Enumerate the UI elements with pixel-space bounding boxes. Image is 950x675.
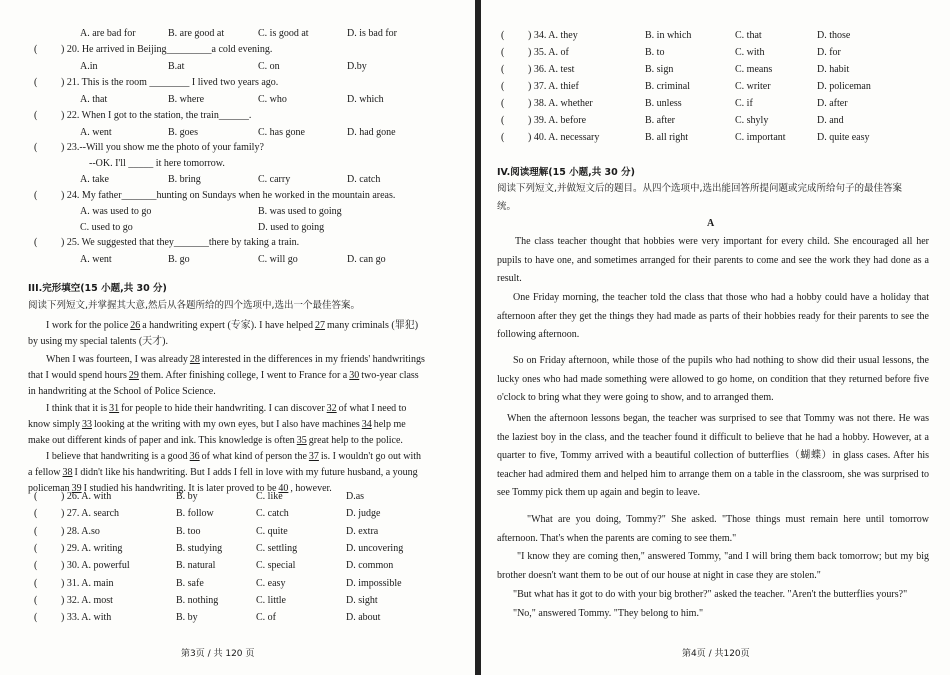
option-d: D. used to going	[258, 222, 325, 233]
option-d: D. habit	[817, 64, 850, 75]
option-b: B. unless	[645, 98, 682, 109]
cloze-line: policeman 39 I studied his handwriting. It is later proved to be 40 , however.	[28, 483, 332, 494]
answer-paren[interactable]: (	[34, 142, 38, 153]
answer-paren[interactable]: (	[501, 47, 505, 58]
section-4-instructions: 阅读下列短文,并做短文后的题目。从四个选项中,选出能回答所提问题或完成所给句子的最佳答案	[497, 183, 903, 194]
option-c: C. of	[256, 612, 276, 624]
option-b: B. where	[168, 94, 205, 105]
option-d: D. extra	[346, 525, 379, 537]
answer-paren[interactable]: (	[501, 30, 505, 41]
passage-title: A	[707, 218, 715, 229]
option-a: ) 28. A.so	[61, 525, 100, 537]
paragraph-7: "But what has it got to do with your big brother?" asked the teacher. "Aren't the butterflies yours?"	[513, 589, 908, 600]
option-b: B. by	[176, 491, 198, 502]
option-d: D. can go	[347, 254, 386, 265]
answer-paren[interactable]: (	[34, 542, 38, 554]
option-c: C. who	[258, 94, 287, 105]
question-stem: ) 25. We suggested that they_______there by taking a train.	[61, 237, 300, 248]
q19-option-b: B. are good at	[168, 28, 225, 39]
answer-paren[interactable]: (	[34, 594, 38, 606]
option-c: C. special	[256, 560, 296, 572]
option-d: D.as	[346, 491, 365, 502]
option-a: ) 30. A. powerful	[61, 560, 130, 572]
option-a: ) 31. A. main	[61, 577, 114, 589]
question-23-stem-line-2: --OK. I'll _____ it here tomorrow.	[89, 158, 225, 169]
option-a: A.in	[80, 61, 98, 72]
question-stem: ) 24. My father_______hunting on Sundays when he worked in the mountain areas.	[61, 190, 396, 201]
answer-paren[interactable]: (	[34, 525, 38, 537]
question-stem: ) 20. He arrived in Beijing_________a cold evening.	[61, 44, 273, 55]
answer-paren[interactable]: (	[34, 237, 38, 248]
option-a: A. went	[80, 254, 112, 265]
option-b: B. natural	[176, 560, 216, 572]
option-d: D. catch	[347, 174, 381, 185]
section-3-title: III.完形填空(15 小题,共 30 分)	[28, 283, 167, 294]
option-c: C. like	[256, 491, 283, 502]
paragraph-1: The class teacher thought that hobbies were very important for every child. She encouraged all her pupils to have one, and sometimes arranged for their parents to come and see the work they had done as a result.	[497, 236, 929, 285]
blank-39: 39	[71, 483, 82, 494]
option-a: ) 34. A. they	[528, 30, 578, 41]
option-b: B. by	[176, 612, 198, 624]
option-b: B. after	[645, 115, 675, 126]
option-b: B. all right	[645, 132, 689, 143]
option-c: C. catch	[256, 508, 289, 520]
answer-paren[interactable]: (	[34, 612, 38, 624]
option-d: D. after	[817, 98, 848, 109]
option-a: ) 40. A. necessary	[528, 132, 600, 143]
option-c: C. carry	[258, 174, 291, 185]
option-b: B. sign	[645, 64, 674, 75]
blank-38: 38	[62, 467, 73, 478]
question-stem: ) 22. When I got to the station, the train______.	[61, 110, 252, 121]
option-b: B. was used to going	[258, 206, 342, 217]
option-b: B. bring	[168, 174, 201, 185]
page-footer: 第4页 / 共120页	[682, 649, 750, 659]
option-d: D. judge	[346, 508, 381, 520]
option-a: ) 32. A. most	[61, 594, 113, 606]
paragraph-8: "No," answered Tommy. "They belong to him."	[513, 608, 704, 619]
cloze-line: know simply 33 looking at the writing with my own eyes, but I also have machines 34 help me	[28, 419, 406, 430]
answer-paren[interactable]: (	[34, 110, 38, 121]
cloze-line: a fellow 38 I didn't like his handwriting. But I adds I fell in love with my future husband, a young	[28, 467, 418, 478]
option-a: A. that	[80, 94, 108, 105]
option-d: D. had gone	[347, 127, 396, 138]
option-b: B. studying	[176, 542, 223, 554]
option-c: C. important	[735, 132, 786, 143]
q19-option-a: A. are bad for	[80, 28, 136, 39]
answer-paren[interactable]: (	[501, 115, 505, 126]
option-a: ) 36. A. test	[528, 64, 575, 75]
option-a: A. take	[80, 174, 109, 185]
option-a: A. went	[80, 127, 112, 138]
option-a: ) 35. A. of	[528, 47, 569, 58]
option-b: B. too	[176, 525, 201, 537]
cloze-line: make out different kinds of paper and ink. This knowledge is often 35 great help to the police.	[28, 435, 403, 446]
option-d: D. those	[817, 30, 851, 41]
option-c: C. that	[735, 30, 762, 41]
option-b: B. criminal	[645, 81, 690, 92]
option-b: B. goes	[168, 127, 198, 138]
option-c: C. means	[735, 64, 773, 75]
page-divider	[475, 0, 481, 675]
option-b: B. nothing	[176, 594, 219, 606]
answer-paren[interactable]: (	[34, 77, 38, 88]
option-d: D. for	[817, 47, 841, 58]
option-c: C. will go	[258, 254, 298, 265]
option-d: D. policeman	[817, 81, 871, 92]
option-c: C. used to go	[80, 222, 133, 233]
paragraph-5: "What are you doing, Tommy?" She asked. "Those things must remain here until tomorrow afternoon. That's when the parents are coming to see them."	[497, 514, 929, 544]
option-c: C. on	[258, 61, 280, 72]
option-c: C. little	[256, 594, 286, 606]
blank-40: 40	[278, 483, 289, 494]
answer-paren[interactable]: (	[501, 132, 505, 143]
option-a: ) 27. A. search	[61, 508, 120, 520]
blank-36: 36	[189, 451, 200, 462]
blank-27: 27	[314, 320, 325, 331]
option-d: D. about	[346, 612, 381, 624]
paragraph-6: "I know they are coming then," answered Tommy, "and I will bring them back tomorrow; but my big brother doesn't want them to be out of our house at night in case they are stolen."	[497, 551, 929, 581]
blank-28: 28	[189, 354, 200, 365]
answer-paren[interactable]: (	[34, 491, 38, 502]
page-footer: 第3页 / 共 120 页	[181, 649, 255, 659]
blank-37: 37	[308, 451, 319, 462]
option-d: D. impossible	[346, 577, 402, 589]
cloze-line: I work for the police 26 a handwriting expert (专家). I have helped 27 many criminals (罪犯)	[46, 320, 419, 331]
q19-option-c: C. is good at	[258, 28, 309, 39]
blank-29: 29	[128, 370, 139, 381]
answer-paren[interactable]: (	[501, 81, 505, 92]
question-stem: ) 21. This is the room ________ I lived two years ago.	[61, 77, 279, 88]
option-c: C. if	[735, 98, 753, 109]
blank-30: 30	[349, 370, 360, 381]
option-a: ) 39. A. before	[528, 115, 587, 126]
q19-option-d: D. is bad for	[347, 28, 397, 39]
answer-paren[interactable]: (	[34, 508, 38, 520]
answer-paren[interactable]: (	[34, 44, 38, 55]
option-b: B. safe	[176, 577, 204, 589]
cloze-line: I think that it is 31 for people to hide their handwriting. I can discover 32 of what I need to	[46, 403, 407, 414]
blank-32: 32	[326, 403, 337, 414]
blank-31: 31	[109, 403, 120, 414]
cloze-line: I believe that handwriting is a good 36 of what kind of person the 37 is. I wouldn't go out with	[46, 451, 422, 462]
option-d: D. common	[346, 560, 394, 572]
cloze-line: When I was fourteen, I was already 28 interested in the differences in my friends' handwritings	[46, 354, 425, 365]
option-c: C. has gone	[258, 127, 305, 138]
answer-paren[interactable]: (	[501, 64, 505, 75]
option-a: ) 33. A. with	[61, 612, 112, 624]
question-stem: ) 23.--Will you show me the photo of your family?	[61, 142, 264, 153]
option-c: C. writer	[735, 81, 771, 92]
option-d: D. sight	[346, 594, 378, 606]
paragraph-4: When the afternoon lessons began, the teacher was surprised to see that Tommy was not there. He was the laziest boy in the class, and the teacher found it difficult to believe that he had a hobby. However, at a quarter to five, Tommy arrived with a beautiful collection of butterflies（蝴蝶）in glass cases. After his teacher had admired them and helped him to arrange them on a table in the classroom, she was surprised to see Tommy pick them up again and begin to leave.	[497, 413, 929, 499]
paragraph-3: So on Friday afternoon, while those of the pupils who had nothing to show did their usual lessons, the lucky ones who had made something were allowed to go home, on condition that they returned before five o'clock to bring what they were going to show, and to arranged them.	[497, 355, 929, 404]
option-c: C. easy	[256, 577, 286, 589]
option-b: B. follow	[176, 508, 214, 520]
option-d: D. which	[347, 94, 384, 105]
option-a: ) 26. A. with	[61, 491, 112, 502]
answer-paren[interactable]: (	[501, 98, 505, 109]
blank-26: 26	[130, 320, 141, 331]
paragraph-2: One Friday morning, the teacher told the class that those who had a hobby could have a holiday that afternoon after they get the things they had made as parts of their hobbies ready for their parents to see the following afternoon.	[497, 292, 929, 341]
option-c: C. shyly	[735, 115, 769, 126]
answer-paren[interactable]: (	[34, 190, 38, 201]
blank-35: 35	[296, 435, 307, 446]
option-d: D. uncovering	[346, 542, 404, 554]
answer-paren[interactable]: (	[34, 577, 38, 589]
cloze-line: that I would spend hours 29 them. After finishing college, I went to France for a 30 two-year class	[28, 370, 419, 381]
option-b: B. in which	[645, 30, 692, 41]
option-d: D.by	[347, 61, 367, 72]
option-d: D. quite easy	[817, 132, 870, 143]
blank-34: 34	[361, 419, 372, 430]
blank-33: 33	[81, 419, 92, 430]
option-b: B.at	[168, 61, 185, 72]
option-a: ) 38. A. whether	[528, 98, 593, 109]
option-a: ) 29. A. writing	[61, 542, 123, 554]
section-4-instructions-cont: 统。	[497, 201, 517, 212]
right-page	[475, 0, 950, 675]
cloze-line: in handwriting at the School of Police Science.	[28, 386, 216, 397]
option-c: C. quite	[256, 525, 288, 537]
option-b: B. go	[168, 254, 190, 265]
answer-paren[interactable]: (	[34, 560, 38, 572]
section-3-instructions: 阅读下列短文,并掌握其大意,然后从各题所给的四个选项中,选出一个最佳答案。	[28, 300, 361, 311]
option-c: C. with	[735, 47, 765, 58]
option-c: C. settling	[256, 542, 298, 554]
option-a: A. was used to go	[80, 206, 152, 217]
cloze-line: by using my special talents (天才).	[28, 336, 168, 347]
option-d: D. and	[817, 115, 844, 126]
section-4-title: IV.阅读理解(15 小题,共 30 分)	[497, 167, 635, 178]
option-b: B. to	[645, 47, 665, 58]
option-a: ) 37. A. thief	[528, 81, 579, 92]
